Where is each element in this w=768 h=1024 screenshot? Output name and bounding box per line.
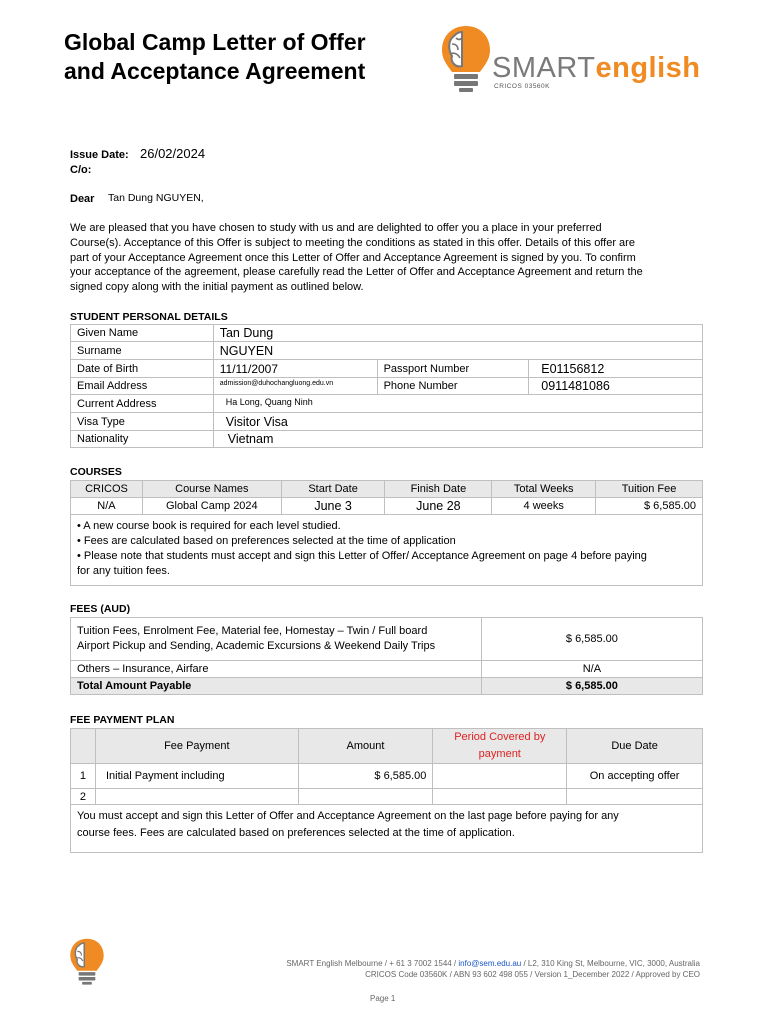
logo-english-text: english — [595, 52, 701, 84]
courses-table — [70, 480, 703, 586]
payment-plan-note — [71, 805, 703, 853]
courses-notes — [71, 515, 703, 586]
footer-line-1 — [286, 959, 700, 968]
payment-header-period-line-2: payment — [478, 748, 521, 760]
payment-row-1-fee: Initial Payment including — [95, 764, 298, 789]
course-cricos: N/A — [71, 498, 143, 515]
course-name: Global Camp 2024 — [142, 498, 281, 515]
payment-plan-note-line-2: course fees. Fees are calculated based on preferences selected at the time of application. — [77, 827, 515, 839]
courses-section-title: COURSES — [70, 466, 122, 478]
student-section-title: STUDENT PERSONAL DETAILS — [70, 311, 228, 323]
payment-row-2-due — [567, 789, 703, 805]
title-line-1: Global Camp Letter of Offer — [64, 29, 366, 55]
courses-note-4: for any tuition fees. — [77, 565, 170, 577]
payment-row-1-period — [433, 764, 567, 789]
fees-row-tuition — [71, 618, 482, 661]
fees-row-tuition-line-2: Airport Pickup and Sending, Academic Excursions & Weekend Daily Trips — [77, 640, 436, 652]
address-label: Current Address — [71, 395, 214, 413]
courses-header-finish-date: Finish Date — [385, 481, 492, 498]
dob-label: Date of Birth — [71, 360, 214, 378]
co-label: C/o: — [70, 164, 92, 176]
email-label: Email Address — [71, 378, 214, 395]
intro-line-2: Course(s). Acceptance of this Offer is subject to meeting the conditions as stated in this offer. Details of this offer are — [70, 236, 635, 249]
payment-row-2-no: 2 — [71, 789, 96, 805]
payment-plan-section-title: FEE PAYMENT PLAN — [70, 714, 175, 726]
fees-total-label: Total Amount Payable — [71, 678, 482, 695]
issue-date-value: 26/02/2024 — [140, 146, 206, 161]
intro-line-3: part of your Acceptance Agreement once this Letter of Offer and Acceptance Agreement is signed by you. To confirm — [70, 251, 636, 264]
payment-row-2-period — [433, 789, 567, 805]
passport-value: E01156812 — [529, 360, 703, 378]
payment-row-2-amount — [298, 789, 433, 805]
course-tuition-fee: $ 6,585.00 — [596, 498, 703, 515]
payment-header-due: Due Date — [567, 729, 703, 764]
payment-header-fee: Fee Payment — [95, 729, 298, 764]
passport-label: Passport Number — [377, 360, 529, 378]
phone-label: Phone Number — [377, 378, 529, 395]
logo-cricos: CRICOS 03560K — [494, 83, 550, 90]
logo-wordmark — [492, 52, 701, 85]
footer-line-1-b: / L2, 310 King St, Melbourne, VIC, 3000, Australia — [521, 959, 700, 968]
smart-english-logo — [440, 22, 710, 94]
fees-section-title: FEES (AUD) — [70, 603, 131, 615]
phone-value: 0911481086 — [529, 378, 703, 395]
nationality-value: Vietnam — [213, 431, 702, 448]
courses-note-2: • Fees are calculated based on preferences selected at the time of application — [77, 535, 456, 547]
fees-table — [70, 617, 703, 695]
dear-label: Dear — [70, 193, 95, 205]
brain-lightbulb-icon — [440, 22, 492, 94]
student-details-table — [70, 324, 703, 448]
title-line-2: and Acceptance Agreement — [64, 58, 366, 84]
given-name-value: Tan Dung — [213, 325, 702, 342]
document-title — [64, 28, 366, 86]
given-name-label: Given Name — [71, 325, 214, 342]
fees-total-value: $ 6,585.00 — [481, 678, 702, 695]
issue-date-label: Issue Date: — [70, 149, 129, 161]
courses-header-course-names: Course Names — [142, 481, 281, 498]
payment-header-period-line-1: Period Covered by — [454, 731, 546, 743]
intro-paragraph — [70, 221, 643, 295]
courses-header-tuition-fee: Tuition Fee — [596, 481, 703, 498]
payment-header-period — [433, 729, 567, 764]
course-total-weeks: 4 weeks — [492, 498, 596, 515]
intro-line-4: your acceptance of the agreement, please carefully read the Letter of Offer and Acceptance Agreement and return the — [70, 266, 643, 279]
payment-header-amount: Amount — [298, 729, 433, 764]
payment-plan-note-line-1: You must accept and sign this Letter of Offer and Acceptance Agreement on the last page before paying for any — [77, 810, 619, 822]
dear-name: Tan Dung NGUYEN, — [108, 192, 204, 204]
courses-header-cricos: CRICOS — [71, 481, 143, 498]
payment-row-1-no: 1 — [71, 764, 96, 789]
email-value: admission@duhochangluong.edu.vn — [213, 378, 377, 395]
surname-value: NGUYEN — [213, 342, 702, 360]
dob-value: 11/11/2007 — [213, 360, 377, 378]
intro-line-1: We are pleased that you have chosen to study with us and are delighted to offer you a place in your preferred — [70, 222, 602, 234]
footer-brain-lightbulb-icon — [68, 936, 106, 986]
nationality-label: Nationality — [71, 431, 214, 448]
fees-row-others: Others – Insurance, Airfare — [71, 661, 482, 678]
surname-label: Surname — [71, 342, 214, 360]
payment-header-no — [71, 729, 96, 764]
logo-smart-text: SMART — [492, 52, 596, 84]
footer-line-1-a: SMART English Melbourne / + 61 3 7002 1544 / — [286, 959, 459, 968]
payment-row-2-fee — [95, 789, 298, 805]
courses-header-total-weeks: Total Weeks — [492, 481, 596, 498]
payment-row-1-due: On accepting offer — [567, 764, 703, 789]
intro-line-5: signed copy along with the initial payment as outlined below. — [70, 281, 364, 294]
courses-note-3: • Please note that students must accept and sign this Letter of Offer/ Acceptance Agreement on page 4 before paying — [77, 550, 647, 562]
footer-email-link[interactable]: info@sem.edu.au — [458, 959, 522, 968]
page-number: Page 1 — [370, 994, 396, 1003]
payment-plan-table — [70, 728, 703, 853]
fees-row-others-value: N/A — [481, 661, 702, 678]
course-start-date: June 3 — [281, 498, 385, 515]
course-finish-date: June 28 — [385, 498, 492, 515]
payment-row-1-amount: $ 6,585.00 — [298, 764, 433, 789]
courses-header-start-date: Start Date — [281, 481, 385, 498]
courses-note-1: • A new course book is required for each level studied. — [77, 520, 341, 532]
footer-line-2: CRICOS Code 03560K / ABN 93 602 498 055 / Version 1_December 2022 / Approved by CEO — [365, 970, 700, 979]
fees-row-tuition-value: $ 6,585.00 — [481, 618, 702, 661]
visa-value: Visitor Visa — [213, 413, 702, 431]
fees-row-tuition-line-1: Tuition Fees, Enrolment Fee, Material fee, Homestay – Twin / Full board — [77, 625, 428, 637]
visa-label: Visa Type — [71, 413, 214, 431]
address-value: Ha Long, Quang Ninh — [213, 395, 702, 413]
